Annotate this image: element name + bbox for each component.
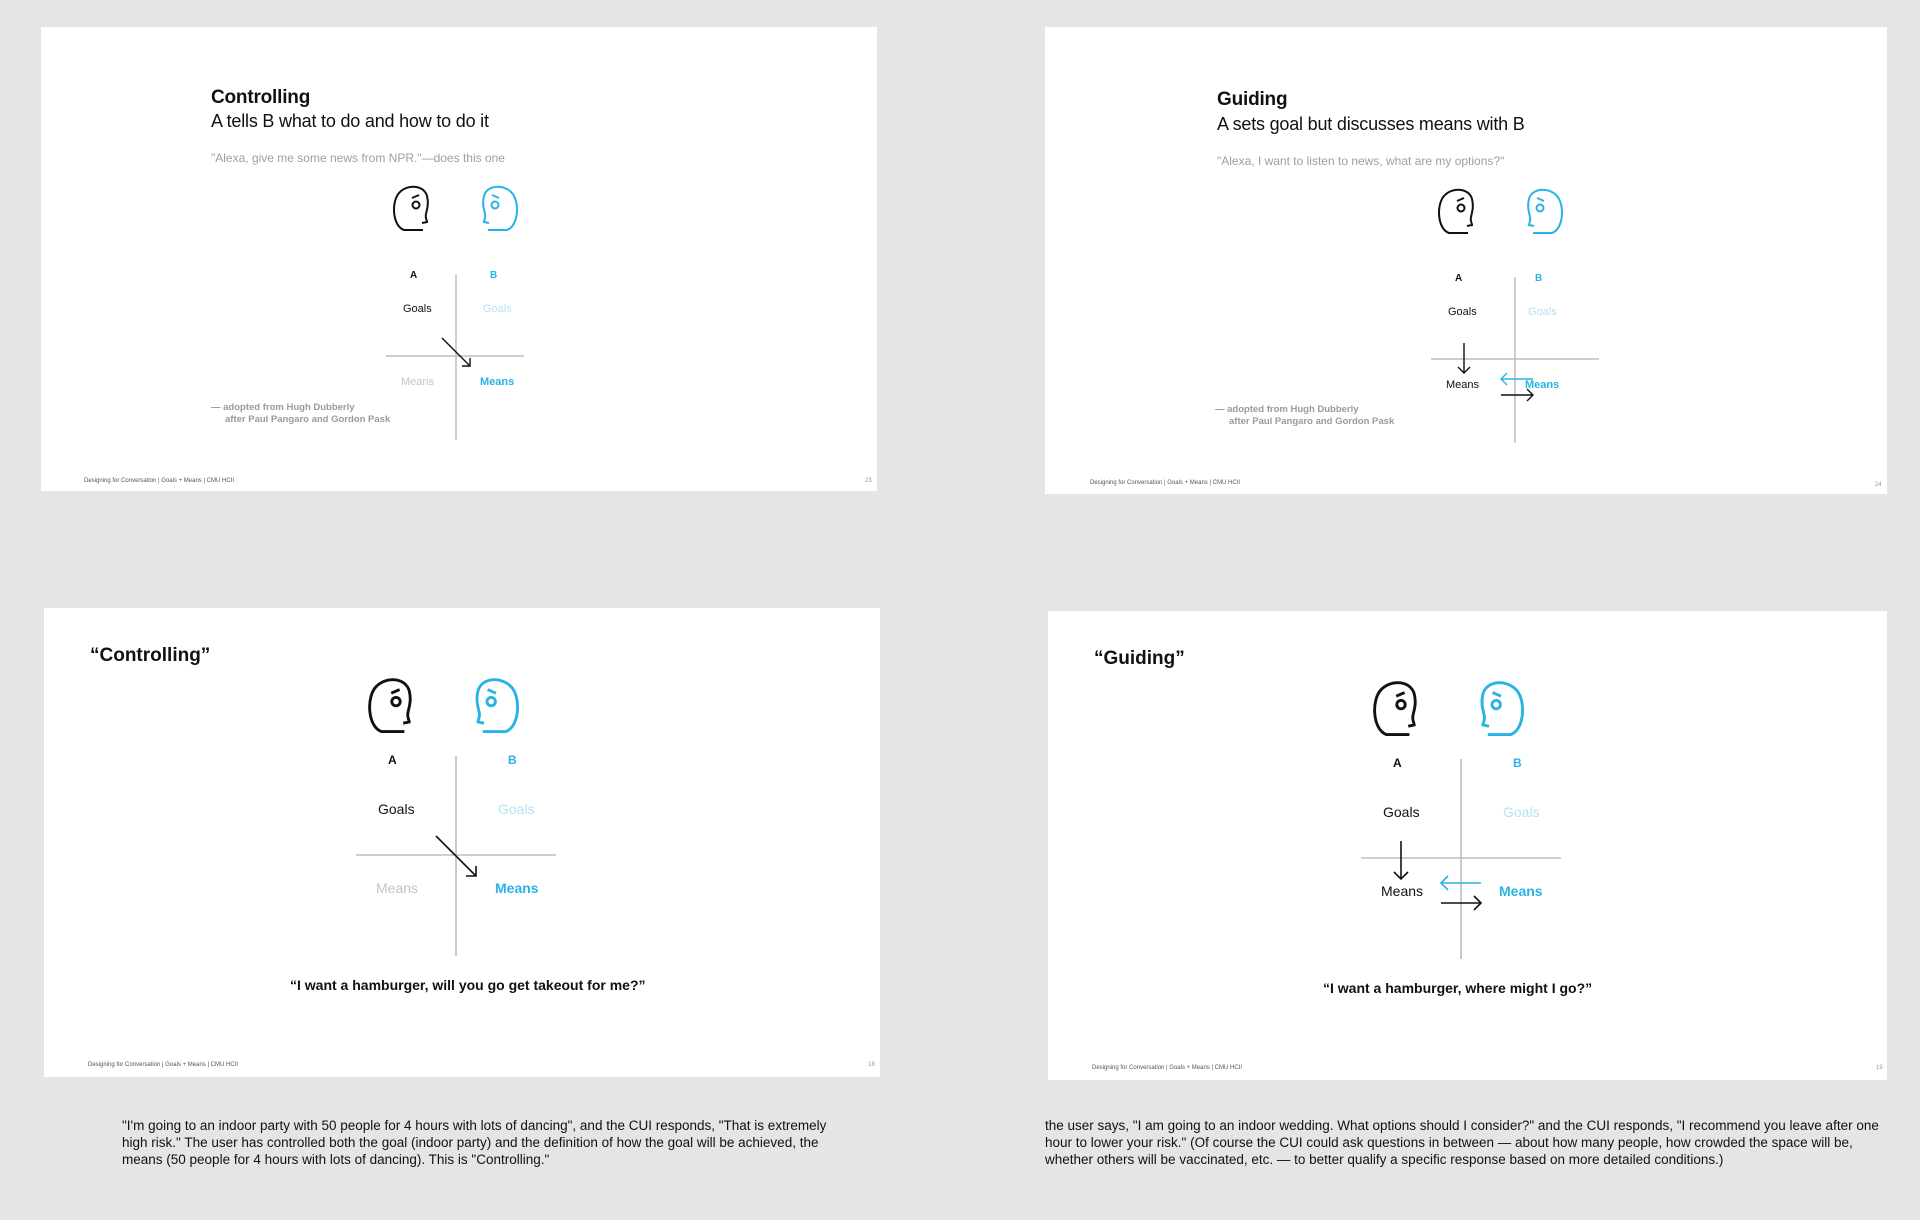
means-a-label: Means (1446, 379, 1480, 391)
label-b: B (508, 753, 517, 767)
goals-means-diagram (1431, 185, 1571, 445)
goals-a-label: Goals (1448, 306, 1477, 318)
caption-right: the user says, "I am going to an indoor wedding. What options should I consider?" and the CUI responds, "I recommend you leave after one hour to lower your risk." (Of course the CUI could ask questions in between — about how many people, how crowded the space will be, whether others will be vaccinated, etc. — to better qualify a specific response based on more detailed conditions.) (1045, 1118, 1879, 1167)
goals-means-diagram (356, 674, 556, 974)
slide-controlling (41, 27, 877, 491)
means-a-label: Means (1381, 883, 1424, 899)
means-b-label: Means (1525, 379, 1560, 391)
goals-b-label: Goals (1528, 306, 1557, 318)
goals-a-label: Goals (403, 303, 432, 315)
diagram-graphics (356, 674, 556, 974)
means-b-label: Means (480, 376, 515, 388)
diagram-graphics (1361, 677, 1561, 977)
face-b-icon (1528, 190, 1562, 233)
goals-b-label: Goals (498, 801, 535, 817)
goals-a-label: Goals (1383, 804, 1420, 820)
credit-line-1: — adopted from Hugh Dubberly (211, 402, 355, 413)
slide-title: “Guiding” (1094, 648, 1185, 669)
slide-footer: Designing for Conversation | Goals + Means | CMU HCII (88, 1062, 239, 1068)
goals-b-label: Goals (483, 303, 512, 315)
face-b-icon (1482, 683, 1523, 735)
label-a: A (1393, 756, 1402, 770)
credit-line-2: after Paul Pangaro and Gordon Pask (225, 414, 391, 425)
slide-footer: Designing for Conversation | Goals + Means | CMU HCII (84, 478, 235, 484)
down-arrow-icon (1458, 343, 1470, 373)
goals-b-label: Goals (1503, 804, 1540, 820)
down-arrow-icon (1394, 841, 1408, 879)
slide-footer: Designing for Conversation | Goals + Means | CMU HCII (1090, 480, 1241, 486)
means-b-label: Means (1499, 883, 1543, 899)
label-a: A (388, 753, 397, 767)
slide-controlling-example (44, 608, 880, 1077)
means-b-label: Means (495, 880, 539, 896)
credit-line-1: — adopted from Hugh Dubberly (1215, 404, 1359, 415)
slide-subtitle: A sets goal but discusses means with B (1217, 114, 1525, 134)
means-a-label: Means (401, 376, 435, 388)
face-a-icon (394, 187, 428, 230)
credit-line-2: after Paul Pangaro and Gordon Pask (1229, 416, 1395, 427)
label-a: A (410, 270, 418, 281)
page-number: 19 (1876, 1065, 1883, 1071)
goals-means-diagram (1361, 677, 1561, 977)
face-b-icon (483, 187, 517, 230)
label-a: A (1455, 273, 1463, 284)
slide-title: Guiding (1217, 89, 1288, 110)
slide-footer: Designing for Conversation | Goals + Means | CMU HCII (1092, 1065, 1243, 1071)
slide-subtitle: A tells B what to do and how to do it (211, 111, 489, 131)
goals-means-diagram (386, 182, 526, 442)
label-b: B (490, 270, 498, 281)
caption-left: "I'm going to an indoor party with 50 people for 4 hours with lots of dancing", and the CUI responds, "That is extremely high risk." The user has controlled both the goal (indoor party) and the definition of how the goal will be achieved, the means (50 people for 4 hours with lots of dancing). This is "Controlling." (122, 1118, 827, 1167)
slide-quote: “I want a hamburger, where might I go?” (1323, 980, 1593, 996)
face-b-icon (477, 680, 518, 732)
slide-guiding (1045, 27, 1887, 494)
page-number: 23 (865, 478, 872, 484)
slide-title: “Controlling” (90, 645, 211, 666)
goals-a-label: Goals (378, 801, 415, 817)
face-a-icon (370, 680, 411, 732)
face-a-icon (1439, 190, 1473, 233)
label-b: B (1513, 756, 1522, 770)
slide-quote: "Alexa, give me some news from NPR."—does this one (211, 151, 505, 165)
label-b: B (1535, 273, 1543, 284)
slide-quote: “I want a hamburger, will you go get takeout for me?” (290, 977, 646, 993)
face-a-icon (1375, 683, 1416, 735)
slide-title: Controlling (211, 87, 311, 108)
slide-guiding-example (1048, 611, 1887, 1080)
slide-quote: "Alexa, I want to listen to news, what are my options?" (1217, 154, 1505, 168)
means-a-label: Means (376, 880, 419, 896)
page-number: 18 (868, 1062, 875, 1068)
page-number: 24 (1875, 482, 1882, 488)
